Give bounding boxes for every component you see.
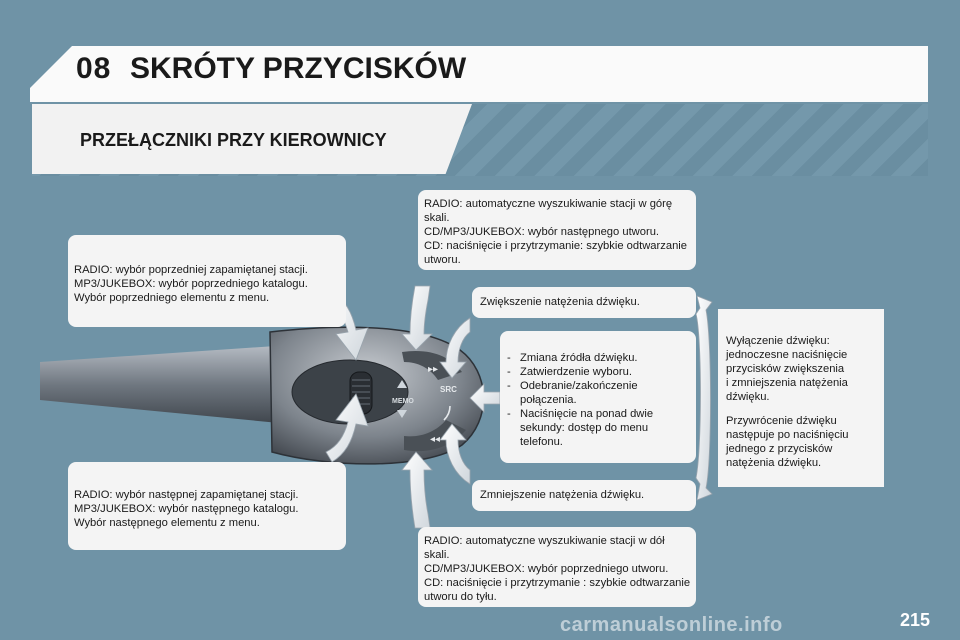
seek-down-line-3: CD/MP3/JUKEBOX: wybór poprzedniego utworu. — [424, 563, 669, 575]
seek-down-box — [418, 527, 696, 607]
memo-label: MEMO — [392, 398, 414, 405]
seek-up-icon: ▸▸ — [428, 364, 439, 375]
seek-up-line-5: utworu. — [424, 254, 461, 266]
prev-line-3: Wybór poprzedniego elementu z menu. — [74, 292, 270, 304]
prev-line-1: RADIO: wybór poprzedniej zapamiętanej stacji. — [74, 264, 308, 276]
seek-down-arrow-icon — [402, 452, 432, 528]
mute-double-arrow-icon — [696, 296, 712, 500]
seek-down-icon: ◂◂ — [430, 434, 441, 445]
volume-up-text: Zwiększenie natężenia dźwięku. — [480, 296, 640, 308]
volume-down-text: Zmniejszenie natężenia dźwięku. — [480, 489, 645, 501]
seek-up-line-3: CD/MP3/JUKEBOX: wybór następnego utworu. — [424, 226, 660, 238]
next-line-1: RADIO: wybór następnej zapamiętanej stacji. — [74, 489, 299, 501]
seek-up-line-1: RADIO: automatyczne wyszukiwanie stacji w górę — [424, 198, 673, 210]
mute-box — [718, 309, 884, 487]
src-label: SRC — [440, 385, 457, 394]
seek-up-box — [418, 190, 696, 270]
seek-up-line-2: skali. — [424, 212, 450, 224]
next-line-3: Wybór następnego elementu z menu. — [74, 517, 260, 529]
mute-line-2: jednoczesne naciśnięcie — [726, 349, 848, 361]
seek-down-line-2: skali. — [424, 549, 450, 561]
source-item-2: - Zatwierdzenie wyboru. — [507, 365, 696, 379]
source-item-1: - Zmiana źródła dźwięku. — [507, 351, 696, 365]
restore-line-1: Przywrócenie dźwięku — [726, 415, 837, 427]
source-box — [500, 331, 696, 463]
page-number: 215 — [899, 610, 930, 630]
seek-up-line-4: CD: naciśnięcie i przytrzymanie: szybkie odtwarzanie — [424, 240, 688, 252]
mute-line-1: Wyłączenie dźwięku: — [726, 335, 830, 347]
stalk — [40, 345, 300, 425]
source-list — [507, 351, 696, 449]
source-item-4: - Naciśnięcie na ponad dwie sekundy: dostęp do menu telefonu. — [507, 407, 696, 449]
chapter-number: 08 — [76, 52, 112, 85]
source-item-3: - Odebranie/zakończenie połączenia. — [507, 379, 696, 407]
prev-preset-box — [68, 235, 346, 327]
mute-line-3: przycisków zwiększenia — [726, 363, 845, 375]
restore-line-4: natężenia dźwięku. — [726, 457, 822, 469]
seek-down-line-1: RADIO: automatyczne wyszukiwanie stacji w dół — [424, 535, 665, 547]
mute-line-5: dźwięku. — [726, 391, 770, 403]
mute-line-4: i zmniejszenia natężenia — [726, 377, 848, 389]
page-title: SKRÓTY PRZYCISKÓW — [130, 52, 467, 85]
watermark: carmanualsonline.info — [560, 614, 783, 636]
next-preset-box — [68, 462, 346, 550]
restore-line-3: jednego z przycisków — [726, 443, 833, 455]
next-line-2: MP3/JUKEBOX: wybór następnego katalogu. — [74, 503, 299, 515]
restore-line-2: następuje po naciśnięciu — [726, 429, 849, 441]
section-title: PRZEŁĄCZNIKI PRZY KIEROWNICY — [80, 130, 387, 150]
volume-down-box — [472, 480, 696, 511]
seek-down-line-4: CD: naciśnięcie i przytrzymanie : szybkie odtwarzanie — [424, 577, 691, 589]
volume-up-box — [472, 287, 696, 318]
seek-down-line-5: utworu do tyłu. — [424, 591, 497, 603]
prev-line-2: MP3/JUKEBOX: wybór poprzedniego katalogu. — [74, 278, 308, 290]
